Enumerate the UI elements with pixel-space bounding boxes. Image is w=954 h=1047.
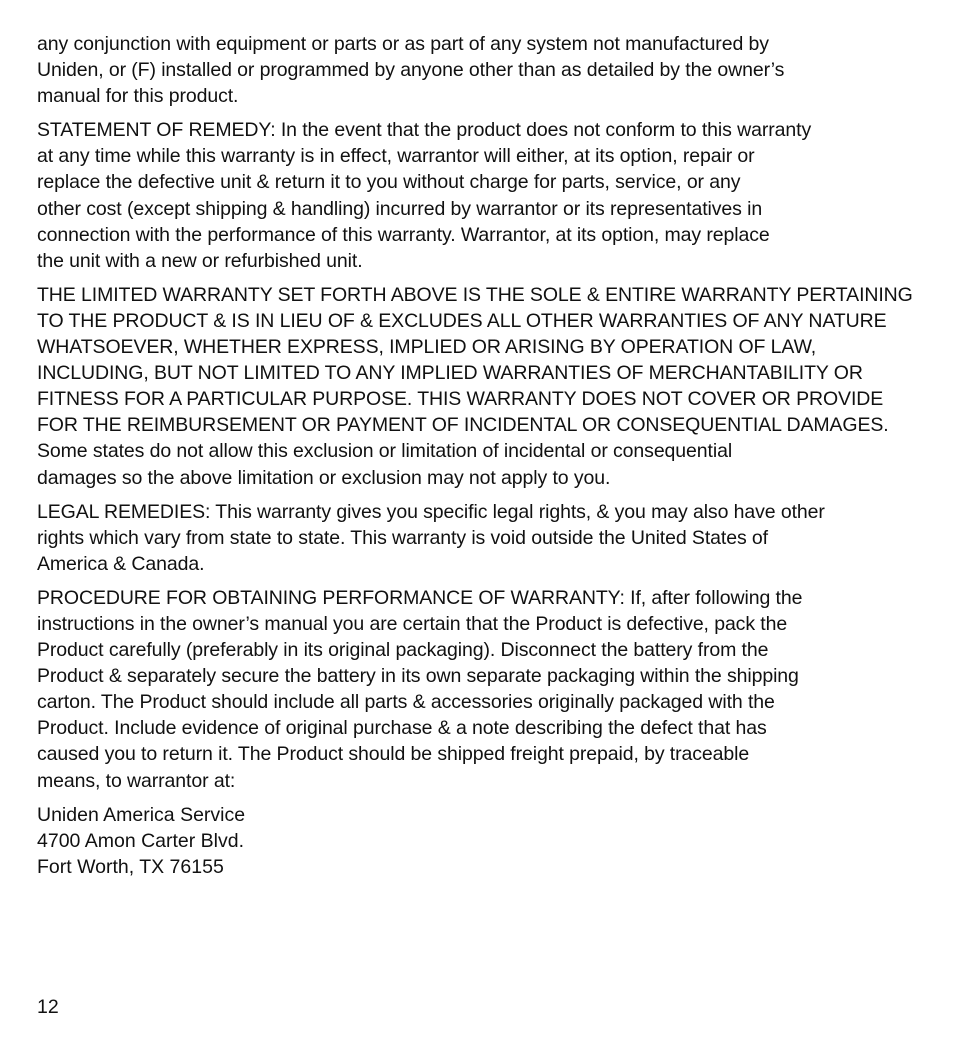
paragraph-exclusions-continued: any conjunction with equipment or parts or as part of any system not manufactured by Uniden, or (F) installed or programmed by anyone other than as detailed by the owner’s manual for this product. xyxy=(37,33,785,108)
address-line-city: Fort Worth, TX 76155 xyxy=(37,855,224,878)
paragraph-legal-remedies: LEGAL REMEDIES: This warranty gives you specific legal rights, & you may also have other rights which vary from state to state. This warranty is void outside the United States of America & Canada. xyxy=(37,500,825,575)
paragraph-limited-warranty: THE LIMITED WARRANTY SET FORTH ABOVE IS THE SOLE & ENTIRE WARRANTY PERTAINING TO THE PRODUCT & IS IN LIEU OF & EXCLUDES ALL OTHER WARRANTIES OF ANY NATURE WHATSOEVER, WHETHER EXPRESS, IMPLIED OR ARISING BY OPERATION OF LAW, INCLUDING, BUT NOT LIMITED TO ANY IMPLIED WARRANTIES OF MERCHANTABILITY OR FITNESS FOR A PARTICULAR PURPOSE. THIS WARRANTY DOES NOT COVER OR PROVIDE FOR THE REIMBURSEMENT OR PAYMENT OF INCIDENTAL OR CONSEQUENTIAL DAMAGES. Some states do not allow this exclusion or limitation of incidental or consequential damages so the above limitation or exclusion may not apply to you. xyxy=(37,283,913,489)
paragraph-procedure: PROCEDURE FOR OBTAINING PERFORMANCE OF WARRANTY: If, after following the instructions in the owner’s manual you are certain that the Product is defective, pack the Product carefully (preferably in its original packaging). Disconnect the battery from the Product & separately secure the battery in its own separate packaging within the shipping carton. The Product should include all parts & accessories originally packaged with the Product. Include evidence of original purchase & a note describing the defect that has caused you to return it. The Product should be shipped freight prepaid, by traceable means, to warrantor at: xyxy=(37,586,803,792)
address-line-street: 4700 Amon Carter Blvd. xyxy=(37,829,245,852)
service-address xyxy=(37,802,917,880)
page-number: 12 xyxy=(37,996,59,1018)
page-content xyxy=(37,31,917,880)
address-line-name: Uniden America Service xyxy=(37,803,246,826)
paragraph-statement-of-remedy: STATEMENT OF REMEDY: In the event that the product does not conform to this warranty at any time while this warranty is in effect, warrantor will either, at its option, repair or replace the defective unit & return it to you without charge for parts, service, or any other cost (except shipping & handling) incurred by warrantor or its representatives in connection with the performance of this warranty. Warrantor, at its option, may replace the unit with a new or refurbished unit. xyxy=(37,119,812,272)
